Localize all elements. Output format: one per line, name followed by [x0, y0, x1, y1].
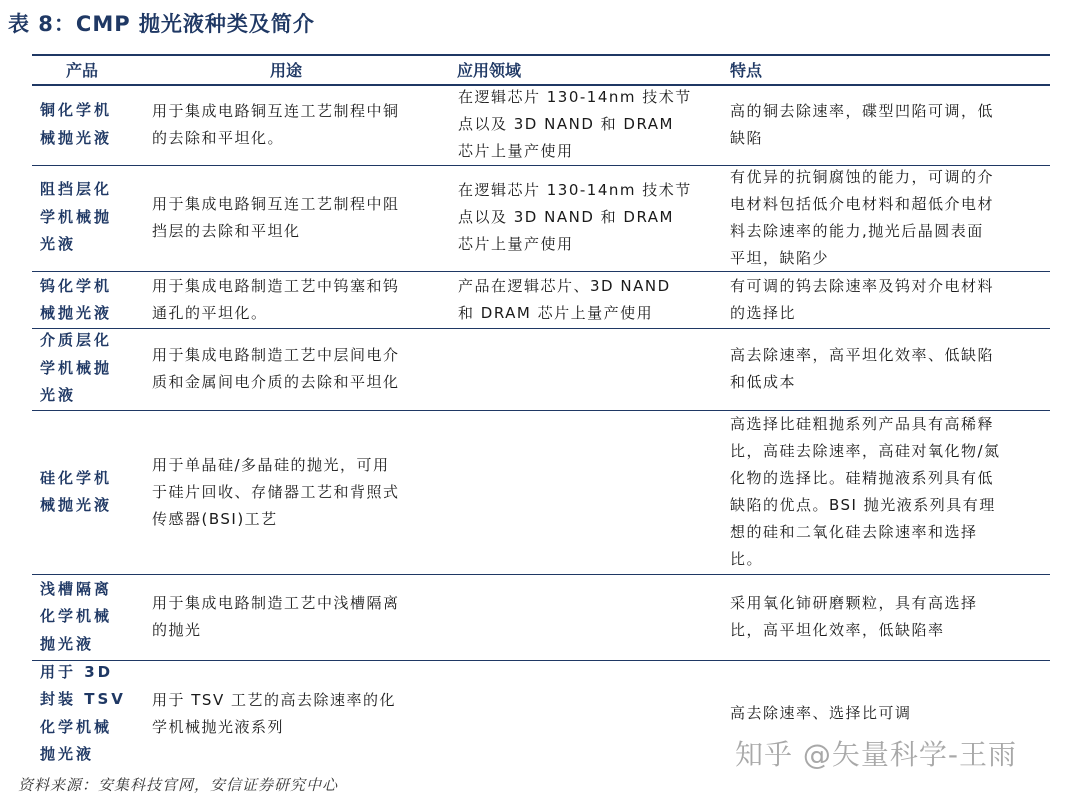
row-2-usage-line: 用于集成电路铜互连工艺制程中阻: [152, 194, 400, 213]
row-5-usage-line: 用于单晶硅/多晶硅的抛光，可用: [152, 455, 390, 474]
header-field: 应用领域: [457, 61, 522, 80]
row-2-feature-line: 电材料包括低介电材料和超低介电材: [730, 194, 995, 213]
row-5-feature-line: 化物的选择比。硅精抛液系列具有低: [730, 469, 995, 487]
row-1-feature-line: 高的铜去除速率，碟型凹陷可调，低: [730, 101, 995, 120]
row-1-usage-line: 的去除和平坦化。: [152, 128, 285, 147]
row-3-usage-line: 用于集成电路制造工艺中钨塞和钨: [152, 277, 400, 295]
row-6-product-line: 抛光液: [40, 634, 95, 653]
row-7-usage-line: 用于 TSV 工艺的高去除速率的化: [152, 690, 396, 709]
row-6-feature-line: 比，高平坦化效率，低缺陷率: [730, 621, 945, 639]
row-6-product-line: 浅槽隔离: [40, 579, 113, 598]
row-5-feature-line: 比。: [730, 550, 764, 568]
row-separator: [32, 165, 1050, 166]
table-header: [32, 56, 1050, 84]
row-6-usage-line: 用于集成电路制造工艺中浅槽隔离: [152, 594, 400, 612]
row-2-product-line: 光液: [40, 235, 77, 254]
row-separator: [32, 271, 1050, 272]
row-3-field-line: 产品在逻辑芯片、3D NAND: [458, 277, 671, 295]
row-6-feature-line: 采用氧化铈研磨颗粒，具有高选择: [730, 594, 978, 612]
row-6-usage-line: 的抛光: [152, 621, 202, 639]
header-product: 产品: [66, 61, 99, 80]
row-4-feature-line: 和低成本: [730, 372, 797, 391]
row-2-feature-line: 平坦，缺陷少: [730, 248, 830, 267]
row-separator: [32, 660, 1050, 661]
row-2-field-line: 芯片上量产使用: [458, 235, 574, 253]
row-2-feature-line: 料去除速率的能力,抛光后晶圆表面: [730, 221, 984, 240]
row-2-usage-line: 挡层的去除和平坦化: [152, 221, 301, 240]
row-3-feature-line: 的选择比: [730, 304, 797, 322]
row-5-product-line: 硅化学机: [40, 468, 113, 487]
row-5-usage-line: 于硅片回收、存储器工艺和背照式: [152, 482, 400, 501]
row-1-field-line: 点以及 3D NAND 和 DRAM: [458, 115, 674, 133]
row-7-product-line: 抛光液: [40, 745, 95, 763]
row-5-usage-line: 传感器(BSI)工艺: [152, 509, 278, 528]
row-4-product-line: 介质层化: [40, 331, 113, 350]
row-separator: [32, 328, 1050, 329]
row-7-usage-line: 学机械抛光液系列: [152, 717, 285, 736]
row-3-product-line: 械抛光液: [40, 304, 113, 322]
row-3-product-line: 钨化学机: [40, 276, 113, 295]
row-1-field-line: 在逻辑芯片 130-14nm 技术节: [458, 88, 692, 106]
row-4-product-line: 光液: [40, 386, 77, 405]
row-1-field-line: 芯片上量产使用: [458, 142, 574, 160]
row-2-product-line: 学机械抛: [40, 207, 113, 226]
row-5-feature-line: 缺陷的优点。BSI 抛光液系列具有理: [730, 496, 996, 514]
row-1-usage-line: 用于集成电路铜互连工艺制程中铜: [152, 101, 400, 120]
header-usage: 用途: [270, 61, 303, 80]
row-2-field-line: 在逻辑芯片 130-14nm 技术节: [458, 181, 692, 199]
header-feature: 特点: [730, 61, 763, 80]
row-5-feature-line: 高选择比硅粗抛系列产品具有高稀释: [730, 415, 995, 433]
row-1-feature-line: 缺陷: [730, 128, 764, 147]
row-2-feature-line: 有优异的抗铜腐蚀的能力，可调的介: [730, 167, 995, 186]
row-7-feature-line: 高去除速率、选择比可调: [730, 704, 912, 722]
row-2-product-line: 阻挡层化: [40, 180, 113, 199]
row-7-product-line: 封装 TSV: [40, 690, 126, 708]
row-4-product-line: 学机械抛: [40, 358, 113, 377]
row-3-feature-line: 有可调的钨去除速率及钨对介电材料: [730, 277, 995, 295]
row-3-usage-line: 通孔的平坦化。: [152, 304, 268, 322]
source-note: 资料来源：安集科技官网，安信证券研究中心: [18, 776, 339, 794]
row-5-feature-line: 比，高硅去除速率，高硅对氧化物/氮: [730, 442, 1001, 460]
row-3-field-line: 和 DRAM 芯片上量产使用: [458, 304, 654, 322]
row-5-feature-line: 想的硅和二氧化硅去除速率和选择: [730, 523, 978, 541]
row-1-product-line: 械抛光液: [40, 128, 113, 147]
row-7-product-line: 用于 3D: [40, 662, 114, 681]
row-separator: [32, 410, 1050, 411]
row-1-product-line: 铜化学机: [40, 101, 113, 119]
row-4-usage-line: 用于集成电路制造工艺中层间电介: [152, 345, 400, 364]
row-4-usage-line: 质和金属间电介质的去除和平坦化: [152, 372, 400, 391]
row-7-product-line: 化学机械: [40, 717, 113, 736]
row-6-product-line: 化学机械: [40, 607, 113, 626]
row-5-product-line: 械抛光液: [40, 496, 113, 514]
table-title: 表 8：CMP 抛光液种类及简介: [8, 12, 315, 36]
row-4-feature-line: 高去除速率，高平坦化效率、低缺陷: [730, 345, 995, 364]
watermark: 知乎 @矢量科学-王雨: [735, 738, 1018, 771]
row-separator: [32, 574, 1050, 575]
row-2-field-line: 点以及 3D NAND 和 DRAM: [458, 208, 674, 226]
